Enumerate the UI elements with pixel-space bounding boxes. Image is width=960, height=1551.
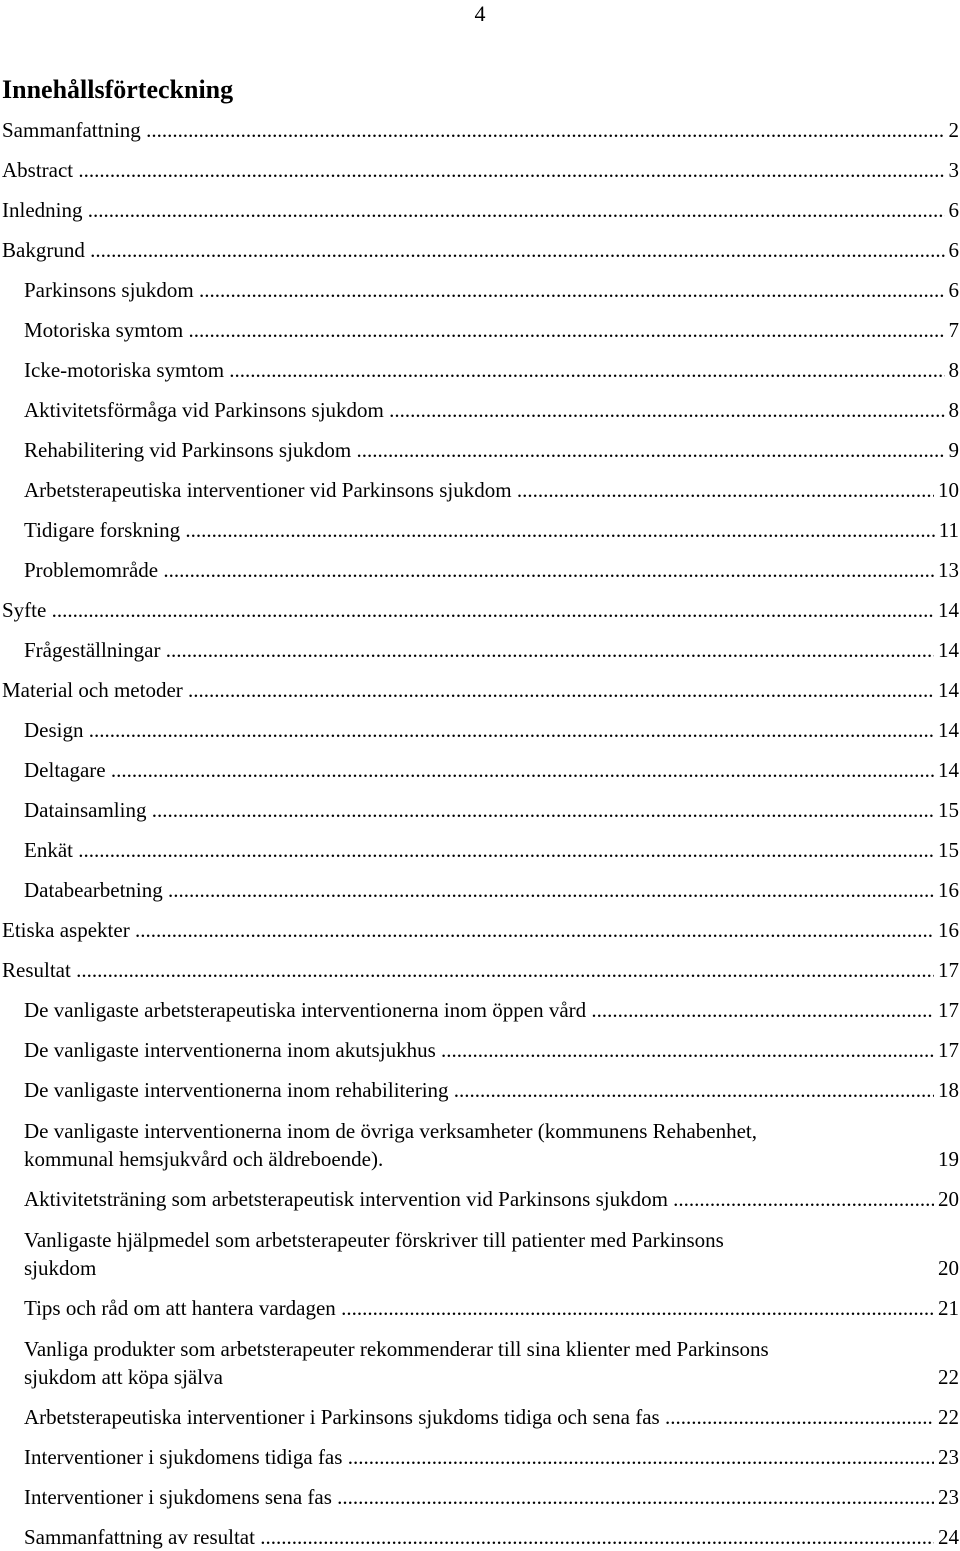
toc-entry-deltagare[interactable]: Deltagare ..... 14 — [2, 744, 959, 784]
toc-page-number: 14 — [938, 678, 959, 702]
toc-entry-resultat[interactable]: Resultat ..... 17 — [2, 944, 959, 984]
toc-entry-rehabilitering[interactable]: Rehabilitering vid Parkinsons sjukdom ..... 9 — [2, 424, 959, 464]
toc-page-number: 11 — [938, 518, 959, 542]
toc-page-number: 20 — [938, 1256, 959, 1280]
toc-page-number: 6 — [948, 238, 959, 262]
toc-entry-motoriska-symtom[interactable]: Motoriska symtom ..... 7 — [2, 304, 959, 344]
toc-entry-tidigare-forskning[interactable]: Tidigare forskning ..... 11 — [2, 504, 959, 544]
page-number: 4 — [474, 1, 486, 26]
toc-entry-databearbetning[interactable]: Databearbetning ..... 16 — [2, 864, 959, 904]
toc-entry-ovriga-verksamheter[interactable]: De vanligaste interventionerna inom de övriga verksamheter (kommunens Rehabenhet, kommunal hemsjukvård och äldreboende). ..... 19 — [2, 1104, 959, 1173]
toc-page-number: 6 — [948, 198, 959, 222]
toc-page-number: 19 — [938, 1147, 959, 1171]
toc-page-number: 14 — [938, 718, 959, 742]
toc-page-number: 10 — [938, 478, 959, 502]
toc-entry-sammanfattning[interactable]: Sammanfattning ..... 2 — [2, 104, 959, 144]
toc-entry-oppen-vard[interactable]: De vanligaste arbetsterapeutiska interventionerna inom öppen vård ..... 17 — [2, 984, 959, 1024]
toc-page-number: 6 — [948, 278, 959, 302]
toc-entry-bakgrund[interactable]: Bakgrund ..... 6 — [2, 224, 959, 264]
toc-page-number: 15 — [938, 838, 959, 862]
toc-page-number: 8 — [948, 398, 959, 422]
toc-entry-material-och-metoder[interactable]: Material och metoder ..... 14 — [2, 664, 959, 704]
toc-page-number: 2 — [948, 118, 959, 142]
toc-entry-design[interactable]: Design ..... 14 — [2, 704, 959, 744]
toc-entry-enkat[interactable]: Enkät ..... 15 — [2, 824, 959, 864]
toc-page-number: 14 — [938, 598, 959, 622]
toc-entry-aktivitetsformaga[interactable]: Aktivitetsförmåga vid Parkinsons sjukdom ..... 8 — [2, 384, 959, 424]
toc-page-number: 17 — [938, 958, 959, 982]
toc-entry-parkinsons-sjukdom[interactable]: Parkinsons sjukdom ..... 6 — [2, 264, 959, 304]
toc-entry-etiska-aspekter[interactable]: Etiska aspekter ..... 16 — [2, 904, 959, 944]
toc-entry-syfte[interactable]: Syfte ..... 14 — [2, 584, 959, 624]
toc-entry-icke-motoriska-symtom[interactable]: Icke-motoriska symtom ..... 8 — [2, 344, 959, 384]
toc-entry-vanliga-produkter[interactable]: Vanliga produkter som arbetsterapeuter rekommenderar till sina klienter med Parkinsons sjukdom att köpa själva ..... 22 — [2, 1322, 959, 1391]
toc-entry-tidiga-och-sena-fas[interactable]: Arbetsterapeutiska interventioner i Parkinsons sjukdoms tidiga och sena fas ..... 22 — [2, 1391, 959, 1431]
toc-entry-fragestallningar[interactable]: Frågeställningar ..... 14 — [2, 624, 959, 664]
toc-page-number: 22 — [938, 1365, 959, 1389]
toc-page-number: 22 — [938, 1405, 959, 1429]
toc-page-number: 14 — [938, 638, 959, 662]
toc-entry-vanligaste-hjalpmedel[interactable]: Vanligaste hjälpmedel som arbetsterapeuter förskriver till patienter med Parkinsons sjukdom ..... 20 — [2, 1213, 959, 1282]
toc-page-number: 8 — [948, 358, 959, 382]
toc-entry-sammanfattning-av-resultat[interactable]: Sammanfattning av resultat ..... 24 — [2, 1511, 959, 1551]
toc-entry-tidiga-fas[interactable]: Interventioner i sjukdomens tidiga fas ..... 23 — [2, 1431, 959, 1471]
toc-entry-sena-fas[interactable]: Interventioner i sjukdomens sena fas ..... 23 — [2, 1471, 959, 1511]
toc-page-number: 16 — [938, 878, 959, 902]
toc-heading: Innehållsförteckning — [2, 75, 234, 104]
toc-entry-inledning[interactable]: Inledning ..... 6 — [2, 184, 959, 224]
toc-page-number: 16 — [938, 918, 959, 942]
toc-page-number: 13 — [938, 558, 959, 582]
toc-entry-abstract[interactable]: Abstract ..... 3 — [2, 144, 959, 184]
toc-page-number: 17 — [938, 1038, 959, 1062]
toc-page-number: 20 — [938, 1187, 959, 1211]
toc-entry-aktivitetstraning[interactable]: Aktivitetsträning som arbetsterapeutisk intervention vid Parkinsons sjukdom ..... 20 — [2, 1173, 959, 1213]
toc-entry-arbetsterapeutiska-interventioner[interactable]: Arbetsterapeutiska interventioner vid Parkinsons sjukdom ..... 10 — [2, 464, 959, 504]
toc-page-number: 3 — [948, 158, 959, 182]
toc-entry-tips-och-rad[interactable]: Tips och råd om att hantera vardagen ..... 21 — [2, 1282, 959, 1322]
toc-page-number: 7 — [948, 318, 959, 342]
toc-page-number: 17 — [938, 998, 959, 1022]
toc-page-number: 9 — [948, 438, 959, 462]
toc-entry-akutsjukhus[interactable]: De vanligaste interventionerna inom akutsjukhus ..... 17 — [2, 1024, 959, 1064]
toc-page-number: 14 — [938, 758, 959, 782]
toc-entry-datainsamling[interactable]: Datainsamling ..... 15 — [2, 784, 959, 824]
toc-page-number: 23 — [938, 1445, 959, 1469]
toc-page-number: 23 — [938, 1485, 959, 1509]
toc-page-number: 24 — [938, 1525, 959, 1549]
toc-page-number: 15 — [938, 798, 959, 822]
toc-page-number: 18 — [938, 1078, 959, 1102]
toc-entry-inom-rehabilitering[interactable]: De vanligaste interventionerna inom rehabilitering ..... 18 — [2, 1064, 959, 1104]
table-of-contents — [2, 104, 959, 1551]
toc-page-number: 21 — [938, 1296, 959, 1320]
toc-entry-problemomrade[interactable]: Problemområde ..... 13 — [2, 544, 959, 584]
